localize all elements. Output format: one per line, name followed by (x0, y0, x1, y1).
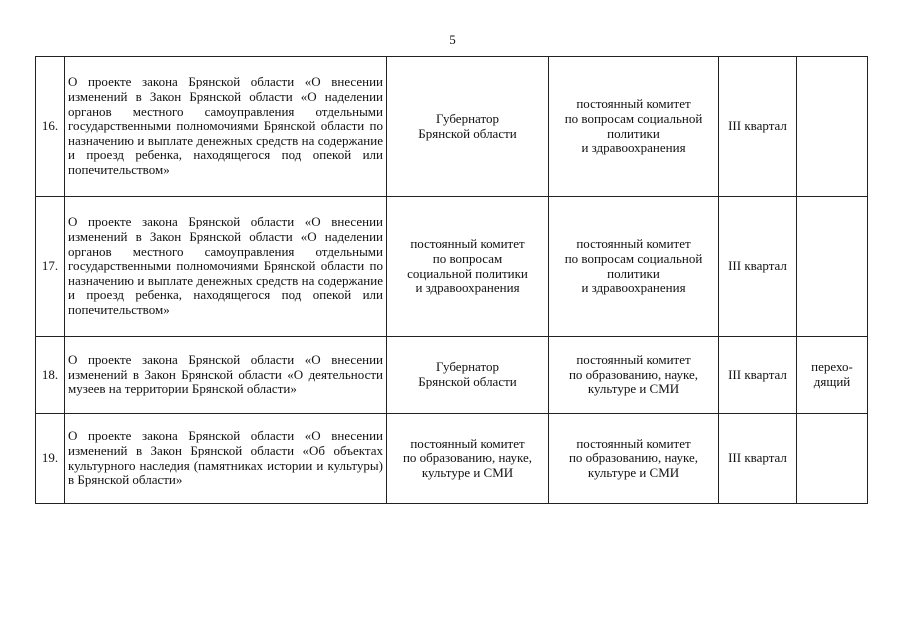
table-row (36, 414, 868, 504)
bill-title: О проекте закона Брянской области «О внесении изменений в Закон Брянской области «О деятельности музеев на территории Брянской области» (65, 337, 387, 414)
note: перехо- дящий (811, 359, 853, 389)
period: III квартал (719, 197, 797, 337)
row-number: 18. (36, 337, 65, 414)
page-number: 5 (449, 32, 456, 47)
table-row (36, 337, 868, 414)
bill-title: О проекте закона Брянской области «О внесении изменений в Закон Брянской области «Об объектах культурного наследия (памятниках истории и культуры) в Брянской области» (65, 414, 387, 504)
table-row (36, 57, 868, 197)
period: III квартал (719, 414, 797, 504)
table-row (36, 197, 868, 337)
responsible-committee: постоянный комитет по образованию, науке, культуре и СМИ (568, 352, 699, 397)
period: III квартал (719, 337, 797, 414)
row-number: 17. (36, 197, 65, 337)
row-number: 16. (36, 57, 65, 197)
initiator: Губернатор Брянской области (418, 110, 517, 141)
initiator: постоянный комитет по вопросам социальной политики и здравоохранения (407, 236, 528, 296)
period: III квартал (719, 57, 797, 197)
row-number: 19. (36, 414, 65, 504)
initiator: постоянный комитет по образованию, науке, культуре и СМИ (402, 435, 533, 480)
initiator: Губернатор Брянской области (418, 359, 517, 389)
bill-title: О проекте закона Брянской области «О внесении изменений в Закон Брянской области «О наделении органов местного самоуправления отдельными государственными полномочиями Брянской области по назначению и выплате денежных средств на содержание и проезд ребенка, находящегося под опекой или попечительством» (65, 197, 387, 337)
responsible-committee: постоянный комитет по образованию, науке, культуре и СМИ (568, 435, 699, 480)
responsible-committee: постоянный комитет по вопросам социальной политики и здравоохранения (564, 236, 703, 296)
bill-title: О проекте закона Брянской области «О внесении изменений в Закон Брянской области «О наделении органов местного самоуправления отдельными государственными полномочиями Брянской области по назначению и выплате денежных средств на содержание и проезд ребенка, находящегося под опекой или попечительством» (65, 57, 387, 197)
responsible-committee: постоянный комитет по вопросам социальной политики и здравоохранения (564, 96, 703, 156)
work-plan-table (35, 56, 868, 504)
